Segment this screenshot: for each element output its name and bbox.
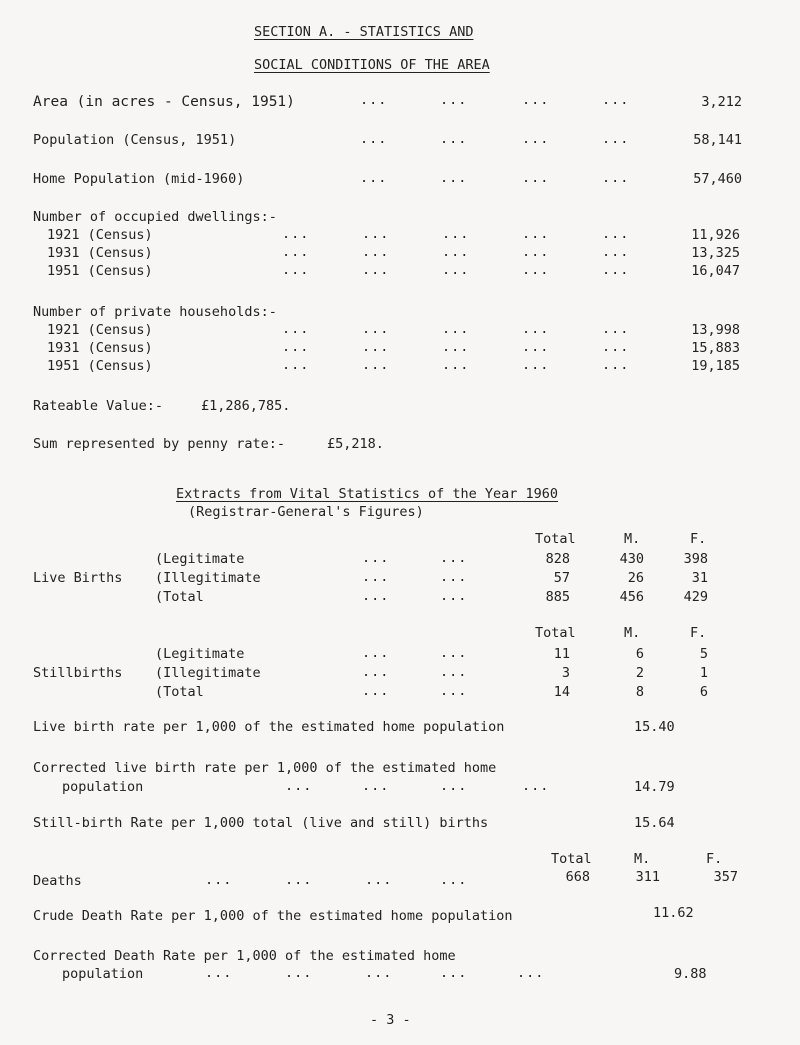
leader-dots: ... [362,357,390,373]
leader-dots: ... [522,321,550,337]
leader-dots: ... [522,92,550,108]
column-header-m: M. [624,625,641,641]
vital-statistics-title: Extracts from Vital Statistics of the Year 1960 [176,486,559,502]
stillbirths-f: 5 [699,646,708,662]
corrected-birth-rate-label: Corrected live birth rate per 1,000 of the estimated home [33,760,497,776]
section-subtitle: SOCIAL CONDITIONS OF THE AREA [254,57,490,73]
leader-dots: ... [442,339,470,355]
live-births-row-label: (Illegitimate [155,570,261,586]
leader-dots: ... [365,872,393,888]
corrected-birth-rate-value: 14.79 [634,779,675,795]
section-title: SECTION A. - STATISTICS AND [254,24,474,40]
dwellings-row-value: 11,926 [691,227,740,243]
leader-dots: ... [440,683,468,699]
stillbirths-row-label: (Total [155,684,204,700]
leader-dots: ... [205,872,233,888]
leader-dots: ... [285,778,313,794]
leader-dots: ... [362,226,390,242]
leader-dots: ... [282,226,310,242]
leader-dots: ... [282,244,310,260]
leader-dots: ... [522,339,550,355]
live-births-row-label: (Legitimate [155,551,245,567]
stillbirths-m: 8 [635,684,644,700]
stillbirths-total: 3 [561,665,570,681]
population-label: Population (Census, 1951) [33,132,237,148]
leader-dots: ... [282,339,310,355]
leader-dots: ... [282,262,310,278]
leader-dots: ... [360,170,388,186]
dwellings-row-value: 16,047 [691,263,740,279]
leader-dots: ... [282,357,310,373]
deaths-total: 668 [565,869,590,885]
live-births-total: 57 [553,570,570,586]
penny-rate-label: Sum represented by penny rate:- [33,436,285,452]
deaths-label: Deaths [33,873,82,889]
population-value: 58,141 [693,132,742,148]
leader-dots: ... [602,321,630,337]
leader-dots: ... [517,965,545,981]
live-births-f: 398 [683,551,708,567]
corrected-death-rate-label-cont: population [62,966,144,982]
stillbirths-row-label: (Illegitimate [155,665,261,681]
leader-dots: ... [522,778,550,794]
column-header-total: Total [535,531,576,547]
leader-dots: ... [440,664,468,680]
leader-dots: ... [440,131,468,147]
penny-rate-value: £5,218. [327,436,384,452]
area-value: 3,212 [701,94,742,110]
page-number: - 3 - [370,1012,411,1028]
leader-dots: ... [602,244,630,260]
households-heading: Number of private households:- [33,304,277,320]
households-row-label: 1931 (Census) [47,340,153,356]
column-header-f: F. [706,851,723,867]
column-header-f: F. [690,625,707,641]
leader-dots: ... [365,965,393,981]
dwellings-row-label: 1921 (Census) [47,227,153,243]
leader-dots: ... [440,588,468,604]
area-label: Area (in acres - Census, 1951) [33,94,295,110]
leader-dots: ... [362,339,390,355]
corrected-birth-rate-label-cont: population [62,779,144,795]
leader-dots: ... [442,262,470,278]
leader-dots: ... [442,226,470,242]
dwellings-row-value: 13,325 [691,245,740,261]
leader-dots: ... [362,262,390,278]
leader-dots: ... [362,645,390,661]
leader-dots: ... [362,664,390,680]
home-population-value: 57,460 [693,171,742,187]
stillbirth-rate-value: 15.64 [634,815,675,831]
home-population-label: Home Population (mid-1960) [33,171,245,187]
leader-dots: ... [522,226,550,242]
leader-dots: ... [362,683,390,699]
leader-dots: ... [522,262,550,278]
stillbirths-m: 6 [635,646,644,662]
leader-dots: ... [362,550,390,566]
households-row-label: 1921 (Census) [47,322,153,338]
leader-dots: ... [602,170,630,186]
live-births-m: 456 [619,589,644,605]
live-births-total: 828 [545,551,570,567]
live-births-m: 430 [619,551,644,567]
column-header-f: F. [690,531,707,547]
stillbirths-m: 2 [635,665,644,681]
leader-dots: ... [440,170,468,186]
leader-dots: ... [602,131,630,147]
column-header-m: M. [634,851,651,867]
stillbirths-f: 6 [699,684,708,700]
leader-dots: ... [440,550,468,566]
leader-dots: ... [440,569,468,585]
stillbirths-total: 11 [553,646,570,662]
live-births-m: 26 [627,570,644,586]
live-birth-rate-value: 15.40 [634,719,675,735]
dwellings-heading: Number of occupied dwellings:- [33,209,277,225]
households-row-value: 13,998 [691,322,740,338]
leader-dots: ... [602,339,630,355]
leader-dots: ... [442,244,470,260]
leader-dots: ... [522,170,550,186]
live-births-total: 885 [545,589,570,605]
households-row-value: 15,883 [691,340,740,356]
rateable-value: £1,286,785. [201,398,291,414]
leader-dots: ... [440,92,468,108]
leader-dots: ... [602,262,630,278]
stillbirths-f: 1 [699,665,708,681]
crude-death-rate-label: Crude Death Rate per 1,000 of the estimated home population [33,908,513,924]
deaths-f: 357 [713,869,738,885]
stillbirths-total: 14 [553,684,570,700]
live-births-group-label: Live Births [33,570,123,586]
leader-dots: ... [440,645,468,661]
stillbirths-group-label: Stillbirths [33,665,123,681]
households-row-label: 1951 (Census) [47,358,153,374]
leader-dots: ... [602,226,630,242]
corrected-death-rate-value: 9.88 [674,966,707,982]
stillbirth-rate-label: Still-birth Rate per 1,000 total (live and still) births [33,815,489,831]
leader-dots: ... [522,244,550,260]
leader-dots: ... [440,965,468,981]
leader-dots: ... [442,357,470,373]
leader-dots: ... [602,92,630,108]
corrected-death-rate-label: Corrected Death Rate per 1,000 of the estimated home [33,948,456,964]
live-births-f: 31 [691,570,708,586]
leader-dots: ... [285,965,313,981]
live-births-row-label: (Total [155,589,204,605]
leader-dots: ... [522,131,550,147]
live-birth-rate-label: Live birth rate per 1,000 of the estimated home population [33,719,505,735]
leader-dots: ... [362,569,390,585]
leader-dots: ... [362,778,390,794]
dwellings-row-label: 1951 (Census) [47,263,153,279]
live-births-f: 429 [683,589,708,605]
leader-dots: ... [602,357,630,373]
leader-dots: ... [442,321,470,337]
vital-statistics-subtitle: (Registrar-General's Figures) [188,504,424,520]
leader-dots: ... [522,357,550,373]
column-header-m: M. [624,531,641,547]
dwellings-row-label: 1931 (Census) [47,245,153,261]
leader-dots: ... [362,321,390,337]
leader-dots: ... [440,778,468,794]
leader-dots: ... [362,244,390,260]
leader-dots: ... [360,131,388,147]
leader-dots: ... [285,872,313,888]
column-header-total: Total [535,625,576,641]
crude-death-rate-value: 11.62 [653,905,694,921]
leader-dots: ... [205,965,233,981]
households-row-value: 19,185 [691,358,740,374]
leader-dots: ... [360,92,388,108]
deaths-m: 311 [635,869,660,885]
leader-dots: ... [282,321,310,337]
column-header-total: Total [551,851,592,867]
leader-dots: ... [362,588,390,604]
rateable-value-label: Rateable Value:- [33,398,164,414]
leader-dots: ... [440,872,468,888]
stillbirths-row-label: (Legitimate [155,646,245,662]
